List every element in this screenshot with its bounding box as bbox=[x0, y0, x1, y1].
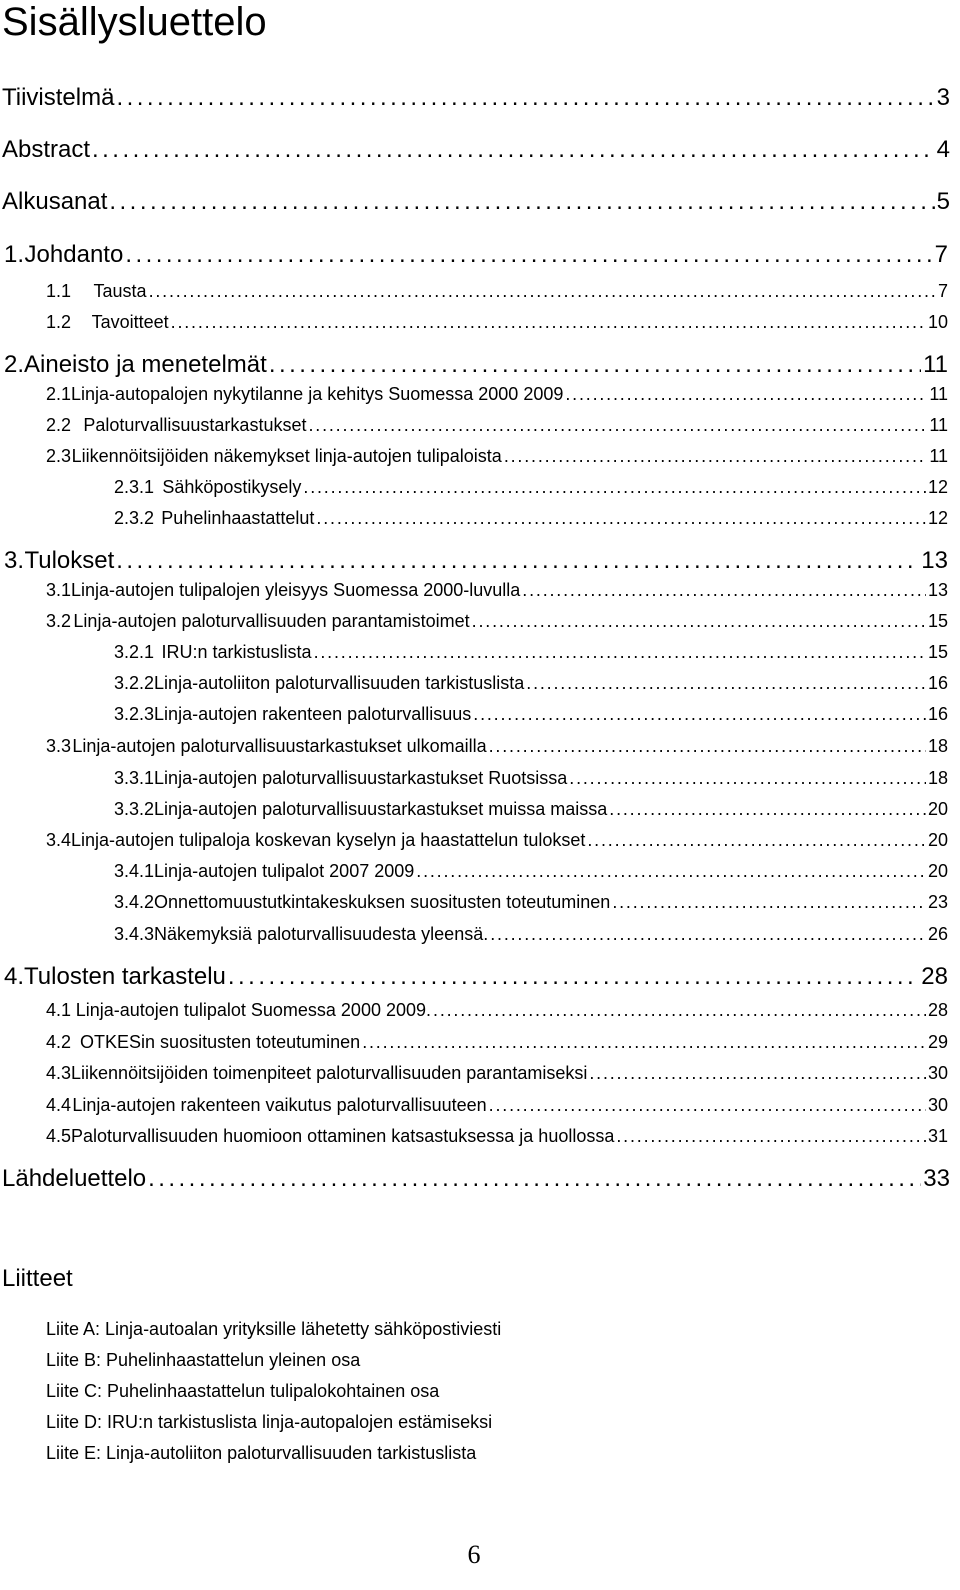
toc-entry-label: Johdanto bbox=[24, 241, 124, 268]
toc-entry-label: Tulokset bbox=[24, 547, 115, 574]
toc-entry-label: Linja-autojen tulipaloja koskevan kyselyn ja haastattelun tulokset bbox=[71, 830, 586, 850]
toc-dot-leader bbox=[316, 508, 926, 529]
toc-entry-number: 1.2 bbox=[46, 312, 72, 332]
toc-entry[interactable] bbox=[0, 1032, 948, 1053]
appendix-item[interactable]: Liite B: Puhelinhaastattelun yleinen osa bbox=[46, 1350, 361, 1370]
toc-entry-label: Linja-autojen rakenteen paloturvallisuus bbox=[154, 704, 472, 724]
toc-entry-label: Abstract bbox=[2, 136, 91, 163]
toc-entry[interactable] bbox=[0, 861, 948, 882]
toc-entry[interactable] bbox=[0, 704, 948, 725]
toc-entry-page: 11 bbox=[923, 351, 948, 378]
toc-entry-label: Linja-autojen paloturvallisuuden parantamistoimet bbox=[73, 611, 470, 631]
toc-dot-leader bbox=[149, 281, 936, 302]
toc-dot-leader bbox=[171, 312, 926, 333]
toc-entry[interactable] bbox=[0, 611, 948, 632]
toc-entry-label: Paloturvallisuustarkastukset bbox=[83, 415, 307, 435]
toc-dot-leader bbox=[269, 351, 921, 379]
toc-entry-number: 3.2 bbox=[46, 611, 72, 631]
toc-entry-page: 7 bbox=[937, 281, 948, 301]
toc-entry-number: 2.1 bbox=[46, 384, 72, 404]
toc-entry[interactable] bbox=[0, 281, 948, 302]
toc-entry[interactable] bbox=[0, 1063, 948, 1084]
toc-entry-page: 11 bbox=[929, 384, 948, 404]
toc-entry-page: 15 bbox=[927, 642, 948, 662]
toc-entry-number: 4.2 bbox=[46, 1032, 72, 1052]
toc-entry-page: 20 bbox=[927, 830, 948, 850]
toc-entry-number: 2.3 bbox=[46, 446, 72, 466]
toc-entry[interactable] bbox=[0, 768, 948, 789]
toc-dot-leader bbox=[609, 799, 926, 820]
toc-entry-page: 28 bbox=[921, 963, 948, 990]
toc-entry-label: Tiivistelmä bbox=[2, 84, 115, 111]
toc-dot-leader bbox=[490, 924, 926, 945]
toc-dot-leader bbox=[587, 830, 926, 851]
toc-entry-page: 12 bbox=[927, 477, 948, 497]
toc-entry-number: 1.1 bbox=[46, 281, 72, 301]
toc-dot-leader bbox=[489, 736, 926, 757]
toc-entry-page: 28 bbox=[927, 1000, 948, 1020]
toc-entry-page: 7 bbox=[934, 241, 948, 268]
toc-entry[interactable] bbox=[0, 188, 950, 216]
toc-entry-label: Sähköpostikysely bbox=[162, 477, 302, 497]
toc-entry-number: 4. bbox=[4, 963, 25, 990]
toc-dot-leader bbox=[589, 1063, 926, 1084]
toc-entry[interactable] bbox=[0, 963, 948, 991]
toc-entry-number: 3.1 bbox=[46, 580, 72, 600]
toc-entry-label: Linja-autopalojen nykytilanne ja kehitys Suomessa 2000 2009 bbox=[71, 384, 564, 404]
toc-dot-leader bbox=[522, 580, 926, 601]
toc-entry-page: 13 bbox=[921, 547, 948, 574]
toc-entry-label: Liikennöitsijöiden toimenpiteet paloturvallisuuden parantamiseksi bbox=[71, 1063, 588, 1083]
appendices-heading: Liitteet bbox=[2, 1265, 73, 1292]
toc-entry[interactable] bbox=[0, 580, 948, 601]
toc-entry[interactable] bbox=[0, 446, 948, 467]
toc-dot-leader bbox=[92, 136, 935, 164]
toc-entry-label: Linja-autojen paloturvallisuustarkastukset muissa maissa bbox=[154, 799, 608, 819]
toc-entry-label: OTKESin suositusten toteutuminen bbox=[80, 1032, 361, 1052]
toc-dot-leader bbox=[433, 1000, 926, 1021]
toc-dot-leader bbox=[489, 1095, 926, 1116]
toc-entry-number: 3.2.1 bbox=[114, 642, 155, 662]
toc-entry-number: 3.4.1 bbox=[114, 861, 155, 881]
toc-dot-leader bbox=[303, 477, 926, 498]
toc-entry-label: Puhelinhaastattelut bbox=[161, 508, 315, 528]
toc-entry[interactable] bbox=[0, 384, 948, 405]
toc-dot-leader bbox=[569, 768, 926, 789]
toc-entry-number: 3.4.2 bbox=[114, 892, 155, 912]
toc-entry[interactable] bbox=[0, 351, 948, 379]
toc-entry-page: 15 bbox=[927, 611, 948, 631]
toc-entry[interactable] bbox=[0, 547, 948, 575]
page-number: 6 bbox=[467, 1540, 481, 1569]
toc-entry[interactable] bbox=[0, 642, 948, 663]
toc-entry-label: IRU:n tarkistuslista bbox=[161, 642, 312, 662]
toc-entry-page: 18 bbox=[927, 736, 948, 756]
toc-dot-leader bbox=[526, 673, 926, 694]
toc-dot-leader bbox=[116, 547, 919, 575]
toc-entry-page: 3 bbox=[936, 84, 950, 111]
toc-entry[interactable] bbox=[0, 312, 948, 333]
toc-entry-label: Näkemyksiä paloturvallisuudesta yleensä. bbox=[154, 924, 489, 944]
toc-entry-page: 30 bbox=[927, 1063, 948, 1083]
toc-entry-label: Linja-autoliiton paloturvallisuuden tarkistuslista bbox=[154, 673, 525, 693]
toc-entry-page: 33 bbox=[923, 1165, 950, 1192]
toc-entry[interactable] bbox=[0, 1126, 948, 1147]
toc-entry-page: 16 bbox=[927, 673, 948, 693]
toc-dot-leader bbox=[148, 1165, 921, 1193]
toc-dot-leader bbox=[504, 446, 927, 467]
toc-dot-leader bbox=[228, 963, 919, 991]
toc-entry-page: 16 bbox=[927, 704, 948, 724]
toc-entry-page: 29 bbox=[927, 1032, 948, 1052]
toc-entry[interactable] bbox=[0, 736, 948, 757]
toc-entry-number: 3.2.3 bbox=[114, 704, 155, 724]
toc-entry-page: 30 bbox=[927, 1095, 948, 1115]
toc-entry-label: Paloturvallisuuden huomioon ottaminen katsastuksessa ja huollossa bbox=[71, 1126, 615, 1146]
toc-entry-label: Tavoitteet bbox=[91, 312, 169, 332]
toc-entry-number: 3.2.2 bbox=[114, 673, 155, 693]
appendix-item[interactable]: Liite D: IRU:n tarkistuslista linja-autopalojen estämiseksi bbox=[46, 1412, 493, 1432]
toc-entry-page: 12 bbox=[927, 508, 948, 528]
toc-entry-number: 3. bbox=[4, 547, 25, 574]
toc-entry[interactable] bbox=[0, 892, 948, 913]
toc-dot-leader bbox=[362, 1032, 926, 1053]
toc-entry-page: 20 bbox=[927, 861, 948, 881]
toc-entry-number: 3.3.1 bbox=[114, 768, 155, 788]
toc-entry-page: 31 bbox=[927, 1126, 948, 1146]
toc-entry-label: Linja-autojen tulipalojen yleisyys Suomessa 2000-luvulla bbox=[71, 580, 521, 600]
toc-entry-label: Liikennöitsijöiden näkemykset linja-autojen tulipaloista bbox=[71, 446, 502, 466]
toc-entry-page: 20 bbox=[927, 799, 948, 819]
page-title: Sisällysluettelo bbox=[2, 0, 267, 44]
toc-entry-number: 2.3.2 bbox=[114, 508, 155, 528]
toc-entry-page: 5 bbox=[936, 188, 950, 215]
toc-entry-label: Linja-autojen tulipalot 2007 2009 bbox=[154, 861, 415, 881]
toc-entry-number: 2.3.1 bbox=[114, 477, 155, 497]
toc-entry-number: 4.1 bbox=[46, 1000, 72, 1020]
toc-dot-leader bbox=[416, 861, 926, 882]
toc-entry-page: 11 bbox=[929, 415, 948, 435]
appendix-item[interactable]: Liite C: Puhelinhaastattelun tulipalokohtainen osa bbox=[46, 1381, 440, 1401]
toc-entry-label: Onnettomuustutkintakeskuksen suositusten toteutuminen bbox=[154, 892, 611, 912]
toc-entry-number: 4.5 bbox=[46, 1126, 72, 1146]
toc-entry[interactable] bbox=[0, 1095, 948, 1116]
toc-entry-label: Lähdeluettelo bbox=[2, 1165, 147, 1192]
toc-dot-leader bbox=[308, 415, 927, 436]
toc-entry-label: Alkusanat bbox=[2, 188, 108, 215]
toc-entry-label: Linja-autojen paloturvallisuustarkastukset ulkomailla bbox=[72, 736, 487, 756]
toc-entry-page: 13 bbox=[927, 580, 948, 600]
toc-dot-leader bbox=[616, 1126, 926, 1147]
toc-dot-leader bbox=[109, 188, 934, 216]
toc-entry[interactable] bbox=[0, 136, 950, 164]
toc-entry-number: 3.3 bbox=[46, 736, 72, 756]
toc-entry-number: 3.4 bbox=[46, 830, 72, 850]
toc-entry[interactable] bbox=[0, 673, 948, 694]
toc-entry-page: 4 bbox=[936, 136, 950, 163]
toc-entry-page: 11 bbox=[929, 446, 948, 466]
toc-dot-leader bbox=[473, 704, 926, 725]
toc-entry-number: 4.3 bbox=[46, 1063, 72, 1083]
toc-dot-leader bbox=[472, 611, 926, 632]
toc-entry-page: 10 bbox=[927, 312, 948, 332]
toc-entry-label: Linja-autojen rakenteen vaikutus paloturvallisuuteen bbox=[72, 1095, 487, 1115]
toc-entry[interactable] bbox=[0, 1165, 950, 1193]
toc-entry-label: Tausta bbox=[93, 281, 147, 301]
toc-entry-number: 2.2 bbox=[46, 415, 72, 435]
toc-entry-number: 2. bbox=[4, 351, 25, 378]
toc-entry[interactable] bbox=[0, 84, 950, 112]
toc-entry[interactable] bbox=[0, 415, 948, 436]
toc-entry-number: 1. bbox=[4, 241, 25, 268]
toc-dot-leader bbox=[314, 642, 926, 663]
toc-entry-label: Linja-autojen tulipalot Suomessa 2000 2009. bbox=[75, 1000, 432, 1020]
toc-entry[interactable] bbox=[0, 241, 948, 269]
toc-entry[interactable] bbox=[0, 799, 948, 820]
toc-dot-leader bbox=[612, 892, 926, 913]
toc-dot-leader bbox=[125, 241, 932, 269]
toc-entry-label: Linja-autojen paloturvallisuustarkastukset Ruotsissa bbox=[154, 768, 568, 788]
toc-entry[interactable] bbox=[0, 830, 948, 851]
toc-entry-number: 4.4 bbox=[46, 1095, 72, 1115]
toc-entry-number: 3.3.2 bbox=[114, 799, 155, 819]
toc-entry-page: 18 bbox=[927, 768, 948, 788]
toc-entry-number: 3.4.3 bbox=[114, 924, 155, 944]
toc-dot-leader bbox=[565, 384, 927, 405]
toc-entry[interactable] bbox=[0, 508, 948, 529]
toc-entry[interactable] bbox=[0, 924, 948, 945]
toc-entry[interactable] bbox=[0, 1000, 948, 1021]
appendix-item[interactable]: Liite A: Linja-autoalan yrityksille lähetetty sähköpostiviesti bbox=[46, 1319, 502, 1339]
toc-dot-leader bbox=[116, 84, 934, 112]
toc-entry-page: 26 bbox=[927, 924, 948, 944]
toc-entry[interactable] bbox=[0, 477, 948, 498]
toc-entry-page: 23 bbox=[927, 892, 948, 912]
appendix-item[interactable]: Liite E: Linja-autoliiton paloturvallisuuden tarkistuslista bbox=[46, 1443, 477, 1463]
toc-entry-label: Tulosten tarkastelu bbox=[24, 963, 226, 990]
toc-entry-label: Aineisto ja menetelmät bbox=[24, 351, 267, 378]
